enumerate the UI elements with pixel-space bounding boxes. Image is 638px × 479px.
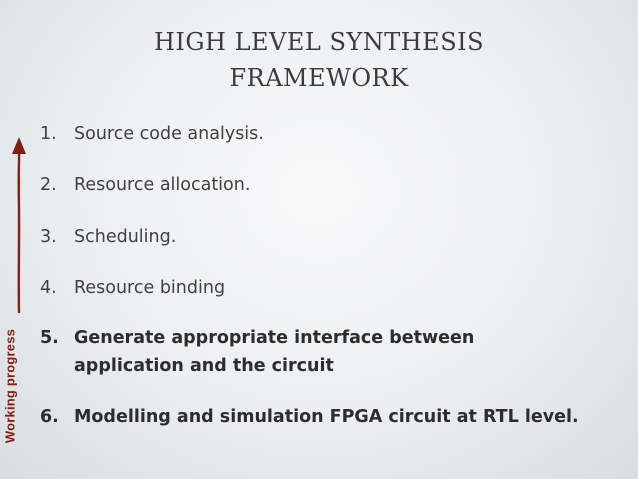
list-item — [40, 120, 264, 148]
list-item-text: Generate appropriate interface between application and the circuit — [74, 328, 475, 376]
working-progress-label: Working progress — [2, 328, 18, 444]
slide-title-line-1: HIGH LEVEL SYNTHESIS — [153, 28, 485, 56]
list-item — [40, 171, 250, 199]
list-item-number: 4. — [40, 278, 57, 298]
slide-title-line-2: FRAMEWORK — [229, 64, 409, 92]
list-item-number: 3. — [40, 227, 57, 247]
slide-title — [0, 24, 638, 96]
list-item-number: 2. — [40, 175, 57, 195]
up-arrow-icon — [10, 134, 28, 314]
list-item — [40, 403, 579, 431]
list-item-text: Resource binding — [74, 278, 226, 298]
list-item — [40, 324, 510, 380]
list-item-text: Modelling and simulation FPGA circuit at RTL level. — [74, 407, 579, 427]
list-item-text: Scheduling. — [74, 227, 177, 247]
list-item-number: 5. — [40, 328, 59, 348]
list-item-text: Resource allocation. — [74, 175, 251, 195]
list-item — [40, 274, 225, 302]
list-item-number: 1. — [40, 124, 57, 144]
list-item — [40, 223, 176, 251]
list-item-number: 6. — [40, 407, 59, 427]
list-item-text: Source code analysis. — [74, 124, 264, 144]
